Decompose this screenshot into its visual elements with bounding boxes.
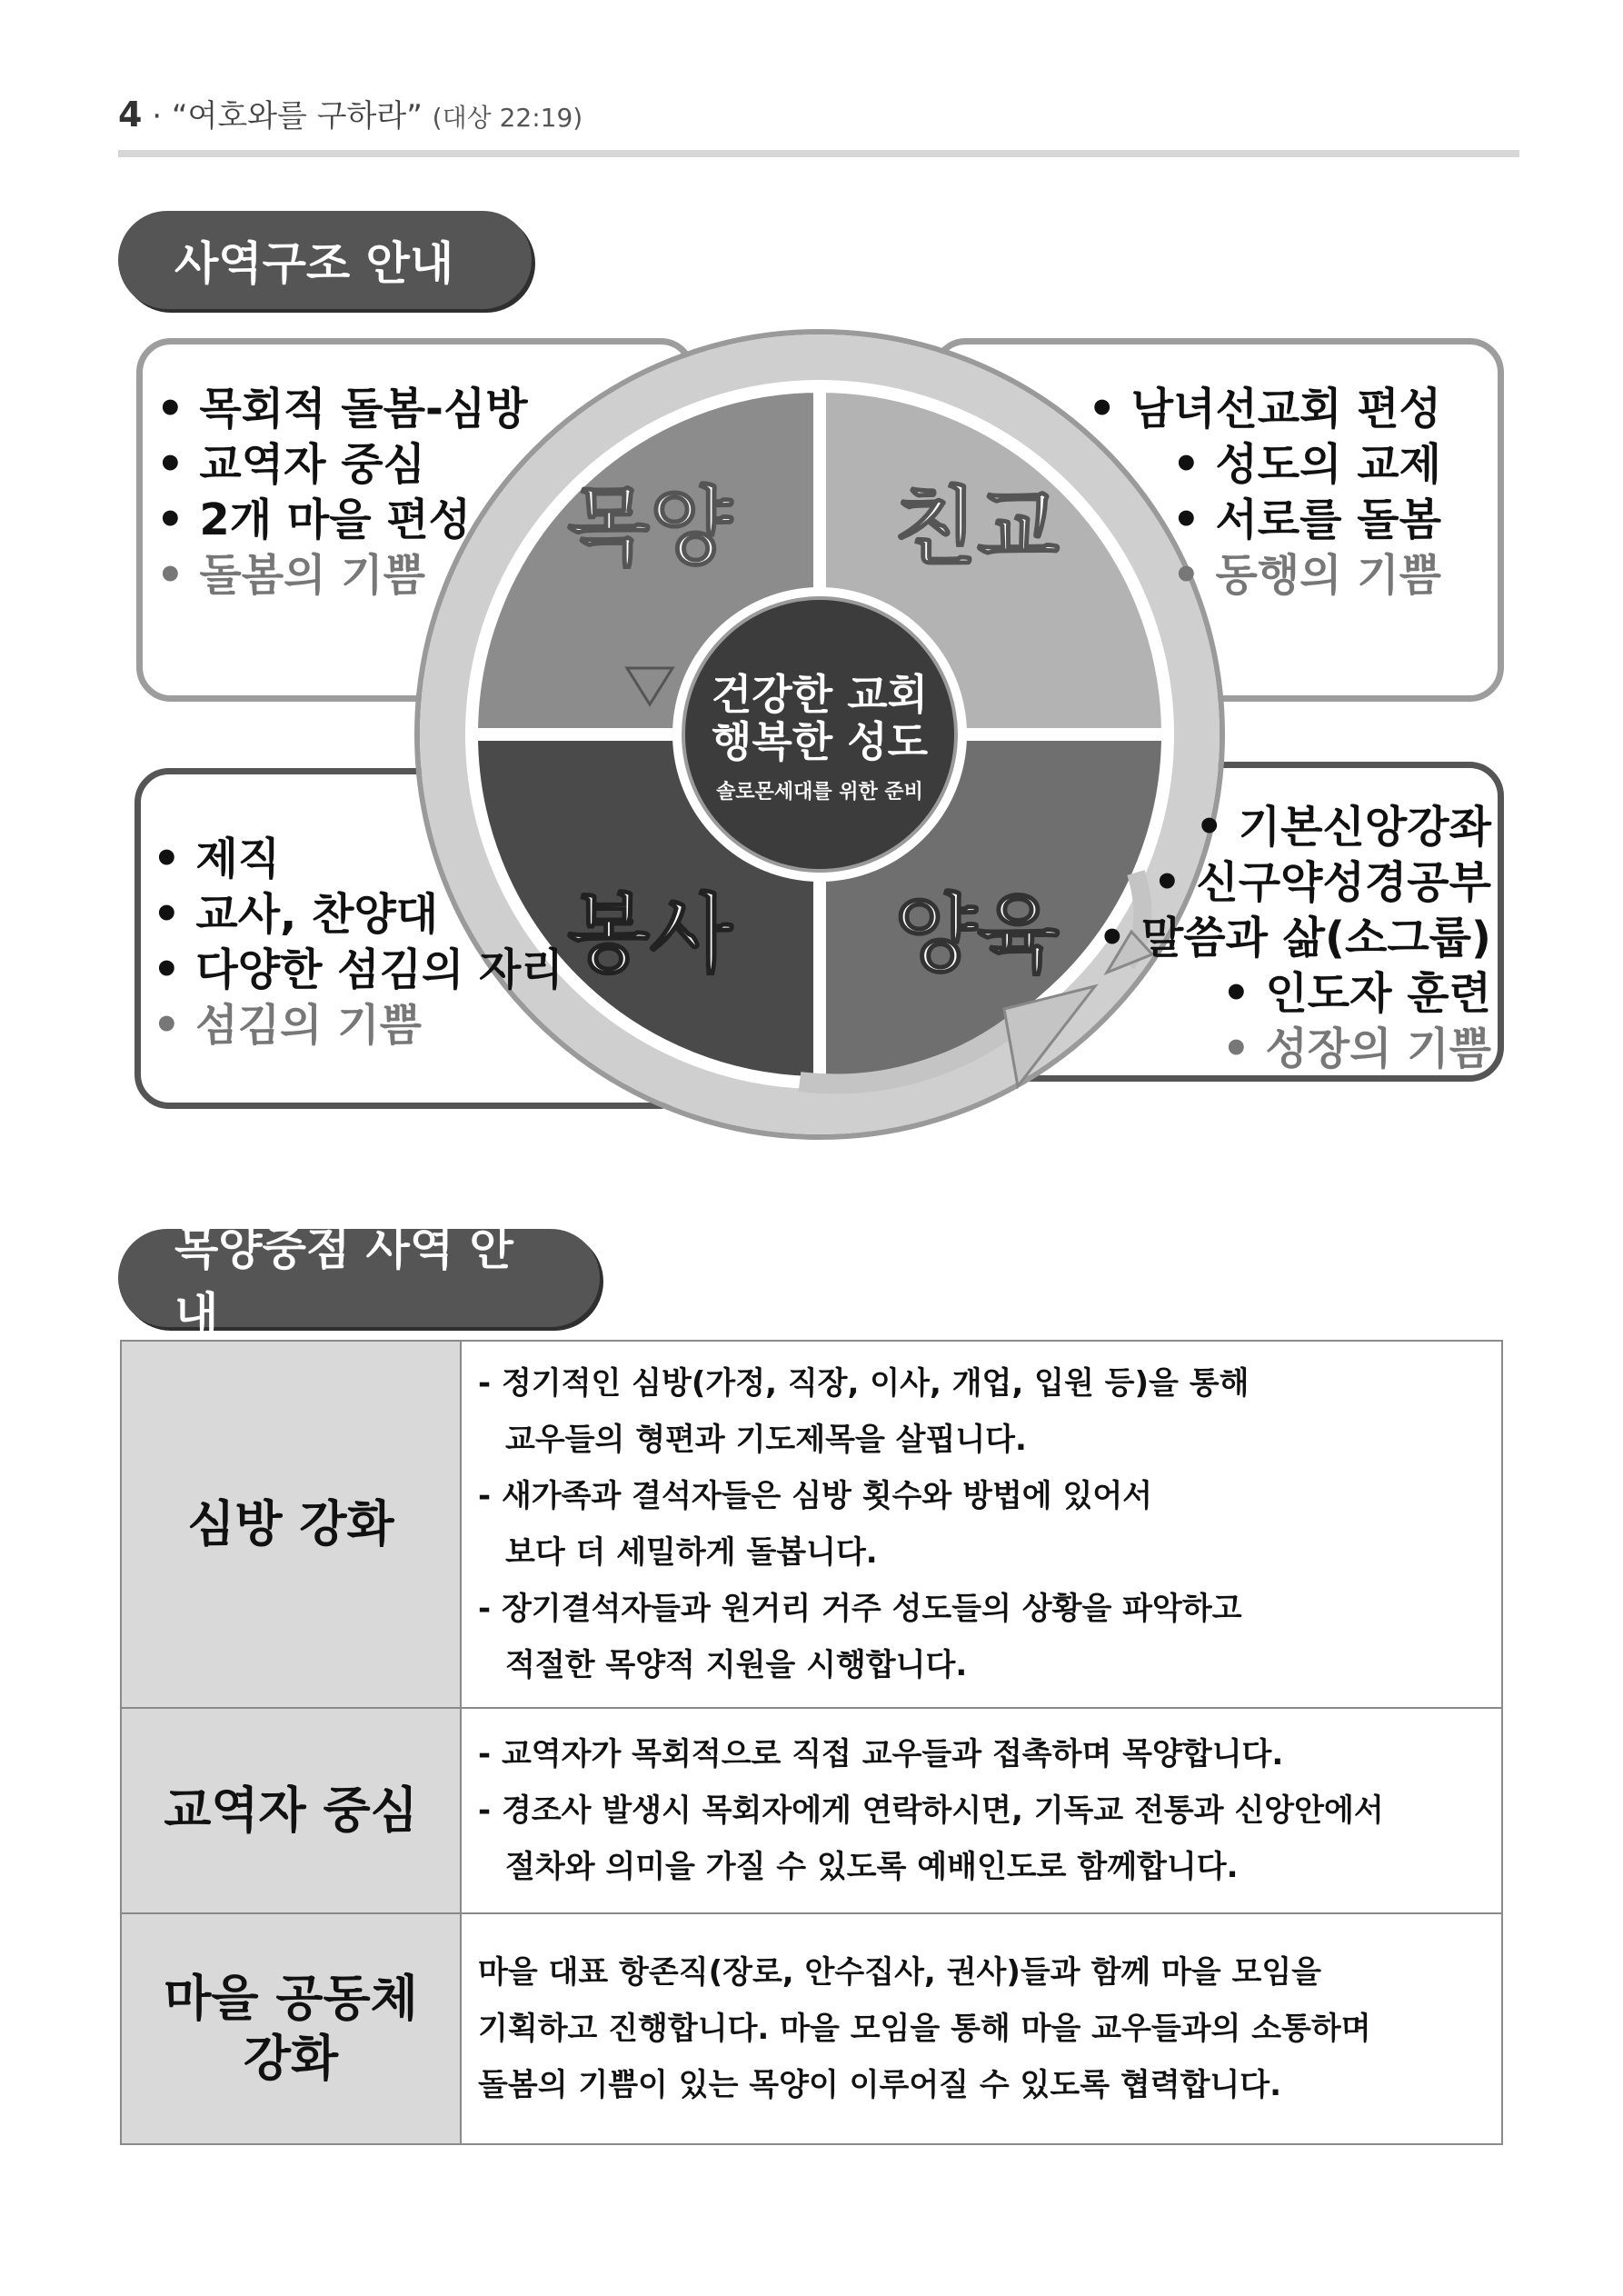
list-item: • 신구약성경공부 (1153, 857, 1491, 908)
description-line: - 경조사 발생시 목회자에게 연락하시면, 기독교 전통과 신앙안에서 (478, 1792, 1384, 1829)
list-item: • 인도자 훈련 (1222, 968, 1491, 1019)
table-row (121, 1708, 1502, 1913)
list-item: • 기본신앙강좌 (1195, 802, 1491, 853)
description-line: 적절한 목양적 지원을 시행합니다. (505, 1647, 968, 1683)
list-item-joy: • 섬김의 기쁨 (153, 1000, 422, 1051)
list-item: • 교역자 중심 (156, 439, 425, 490)
description-line: 교우들의 형편과 기도제목을 살핍니다. (505, 1422, 1027, 1458)
list-item: • 2개 마을 편성 (156, 494, 472, 545)
list-chingyo (1088, 382, 1441, 604)
description-line: 기획하고 진행합니다. 마을 모임을 통해 마을 교우들과의 소통하며 (478, 2011, 1371, 2047)
table-category-cell (121, 1913, 461, 2144)
list-item: • 목회적 돌봄-심방 (156, 384, 528, 434)
table-category-cell (121, 1341, 461, 1708)
table-row (121, 1913, 1502, 2144)
list-yangyuk (1098, 800, 1491, 1077)
list-item: • 다양한 섬김의 자리 (153, 944, 563, 995)
quadrant-label-chingyo: 친교 (894, 478, 1060, 577)
section-pill-pastoral (118, 1223, 600, 1341)
description-line: 절차와 의미을 가질 수 있도록 예배인도로 함께합니다. (505, 1849, 1239, 1885)
header-separator: · (152, 98, 163, 135)
ministry-table (120, 1340, 1503, 2145)
header-reference: (대상 22:19) (432, 103, 583, 133)
list-item: • 성도의 교제 (1172, 439, 1441, 490)
page-number: 4 (118, 95, 143, 135)
quadrant-label-mokyang: 목양 (567, 478, 732, 577)
description-line: 마을 대표 항존직(장로, 안수집사, 권사)들과 함께 마을 모임을 (478, 1954, 1322, 1991)
description-line: - 새가족과 결석자들은 심방 횟수와 방법에 있어서 (478, 1478, 1153, 1514)
center-line1: 건강한 교회 (711, 670, 929, 719)
center-line3: 솔로몬세대를 위한 준비 (716, 781, 923, 804)
table-category-cell (121, 1708, 461, 1913)
list-mokyang (156, 382, 528, 604)
list-item: • 제직 (153, 834, 281, 884)
list-item: • 남녀선교회 편성 (1088, 384, 1441, 434)
table-description-cell (461, 1708, 1502, 1913)
section-title: 사역구조 안내 (174, 237, 454, 290)
quadrant-label-bongsa: 봉사 (567, 885, 732, 984)
center-line2: 행복한 성도 (711, 717, 929, 766)
category-label: 강화 (243, 2030, 339, 2087)
category-label: 마을 공동체 (164, 1970, 418, 2027)
section-title: 목양중점 사역 안내 (174, 1223, 513, 1341)
description-line: - 교역자가 목회적으로 직접 교우들과 접촉하며 목양합니다. (478, 1736, 1284, 1772)
description-line: - 정기적인 심방(가정, 직장, 이사, 개업, 입원 등)을 통해 (478, 1365, 1250, 1402)
description-line: 보다 더 세밀하게 돌봅니다. (505, 1534, 878, 1571)
quadrant-label-yangyuk: 양육 (894, 885, 1060, 984)
list-item: • 말씀과 삶(소그룹) (1098, 913, 1491, 963)
list-item-joy: • 동행의 기쁨 (1172, 550, 1441, 601)
table-description-cell (461, 1341, 1502, 1708)
description-line: - 장기결석자들과 원거리 거주 성도들의 상황을 파악하고 (478, 1591, 1242, 1627)
category-label: 교역자 중심 (164, 1782, 418, 1839)
list-item-joy: • 성장의 기쁨 (1222, 1023, 1491, 1074)
list-item-joy: • 돌봄의 기쁨 (156, 550, 425, 601)
list-item: • 서로를 돌봄 (1172, 494, 1441, 545)
category-label: 심방 강화 (187, 1495, 394, 1552)
table-description-cell (461, 1913, 1502, 2144)
description-line: 돌봄의 기쁨이 있는 목양이 이루어질 수 있도록 협력합니다. (478, 2067, 1282, 2103)
list-bongsa (153, 832, 563, 1053)
header-title: “여호와를 구하라” (171, 98, 423, 135)
list-item: • 교사, 찬양대 (153, 889, 439, 940)
table-row (121, 1341, 1502, 1708)
